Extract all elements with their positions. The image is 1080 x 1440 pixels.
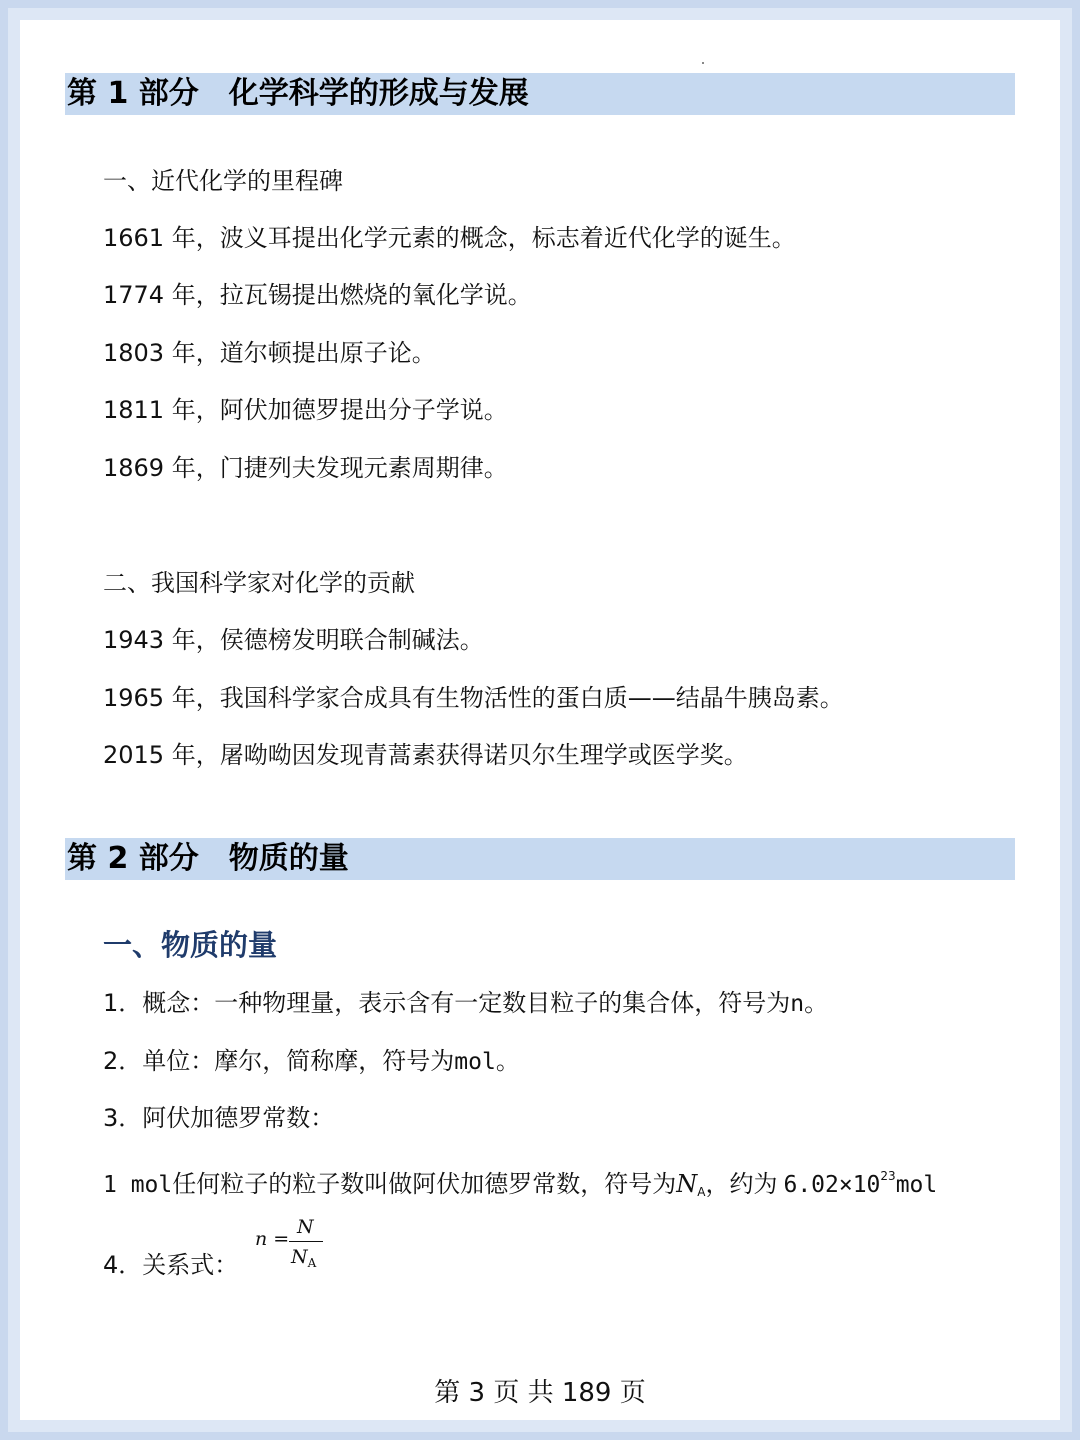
contribution-item: 1943 年，侯德榜发明联合制碱法。 <box>103 626 484 654</box>
avogadro-exponent: 23 <box>880 1169 896 1183</box>
avogadro-text1: 任何粒子的粒子数叫做阿伏加德罗常数，符号为 <box>172 1170 677 1198</box>
milestone-item: 1869 年，门捷列夫发现元素周期律。 <box>103 454 508 482</box>
avogadro-symbol-sub: A <box>697 1185 706 1199</box>
concept-text: 1．概念：一种物理量，表示含有一定数目粒子的集合体，符号为 <box>103 989 791 1017</box>
formula-numerator: N <box>297 1216 314 1238</box>
page-number-footer: 第 3 页 共 189 页 <box>434 1378 646 1408</box>
milestone-item: 1661 年，波义耳提出化学元素的概念，标志着近代化学的诞生。 <box>103 224 796 252</box>
concept-suffix: 。 <box>804 989 829 1017</box>
unit-suffix: 。 <box>495 1047 520 1075</box>
part1-number: 第 1 部分 <box>67 76 199 111</box>
avogadro-text2: ，约为 <box>705 1170 778 1198</box>
concept-line <box>103 988 828 1019</box>
avogadro-heading: 3．阿伏加德罗常数： <box>103 1104 335 1132</box>
part1-title: 化学科学的形成与发展 <box>228 76 529 111</box>
formula-denominator <box>291 1246 316 1270</box>
unit-line <box>103 1046 520 1077</box>
contribution-item: 1965 年，我国科学家合成具有生物活性的蛋白质——结晶牛胰岛素。 <box>103 684 844 712</box>
avogadro-symbol: N <box>676 1170 698 1198</box>
part2-number: 第 2 部分 <box>67 841 199 876</box>
unit-symbol: mol <box>454 1049 496 1075</box>
avogadro-qty: 1 mol <box>103 1172 173 1198</box>
formula-lhs: n = <box>255 1228 290 1250</box>
section2-heading: 二、我国科学家对化学的贡献 <box>103 569 415 597</box>
formula-den-sub: A <box>307 1256 317 1270</box>
milestone-item: 1774 年，拉瓦锡提出燃烧的氧化学说。 <box>103 281 532 309</box>
concept-symbol: n <box>790 991 805 1017</box>
avogadro-unit: mol <box>895 1172 938 1198</box>
part2-header <box>65 838 1015 880</box>
fraction-bar <box>289 1241 323 1242</box>
amount-of-substance-heading: 一、物质的量 <box>103 928 278 962</box>
avogadro-definition <box>103 1161 937 1207</box>
unit-text: 2．单位：摩尔，简称摩，符号为 <box>103 1047 455 1075</box>
milestone-item: 1811 年，阿伏加德罗提出分子学说。 <box>103 396 508 424</box>
speck <box>702 62 704 64</box>
contribution-item: 2015 年，屠呦呦因发现青蒿素获得诺贝尔生理学或医学奖。 <box>103 741 748 769</box>
milestone-item: 1803 年，道尔顿提出原子论。 <box>103 339 436 367</box>
part1-header <box>65 73 1015 115</box>
part2-title: 物质的量 <box>228 841 349 876</box>
formula-den-symbol: N <box>291 1246 308 1268</box>
relation-label: 4．关系式： <box>103 1251 239 1279</box>
document-page <box>20 20 1060 1420</box>
avogadro-value: 6.02×10 <box>783 1172 881 1198</box>
section1-heading: 一、近代化学的里程碑 <box>103 167 343 195</box>
